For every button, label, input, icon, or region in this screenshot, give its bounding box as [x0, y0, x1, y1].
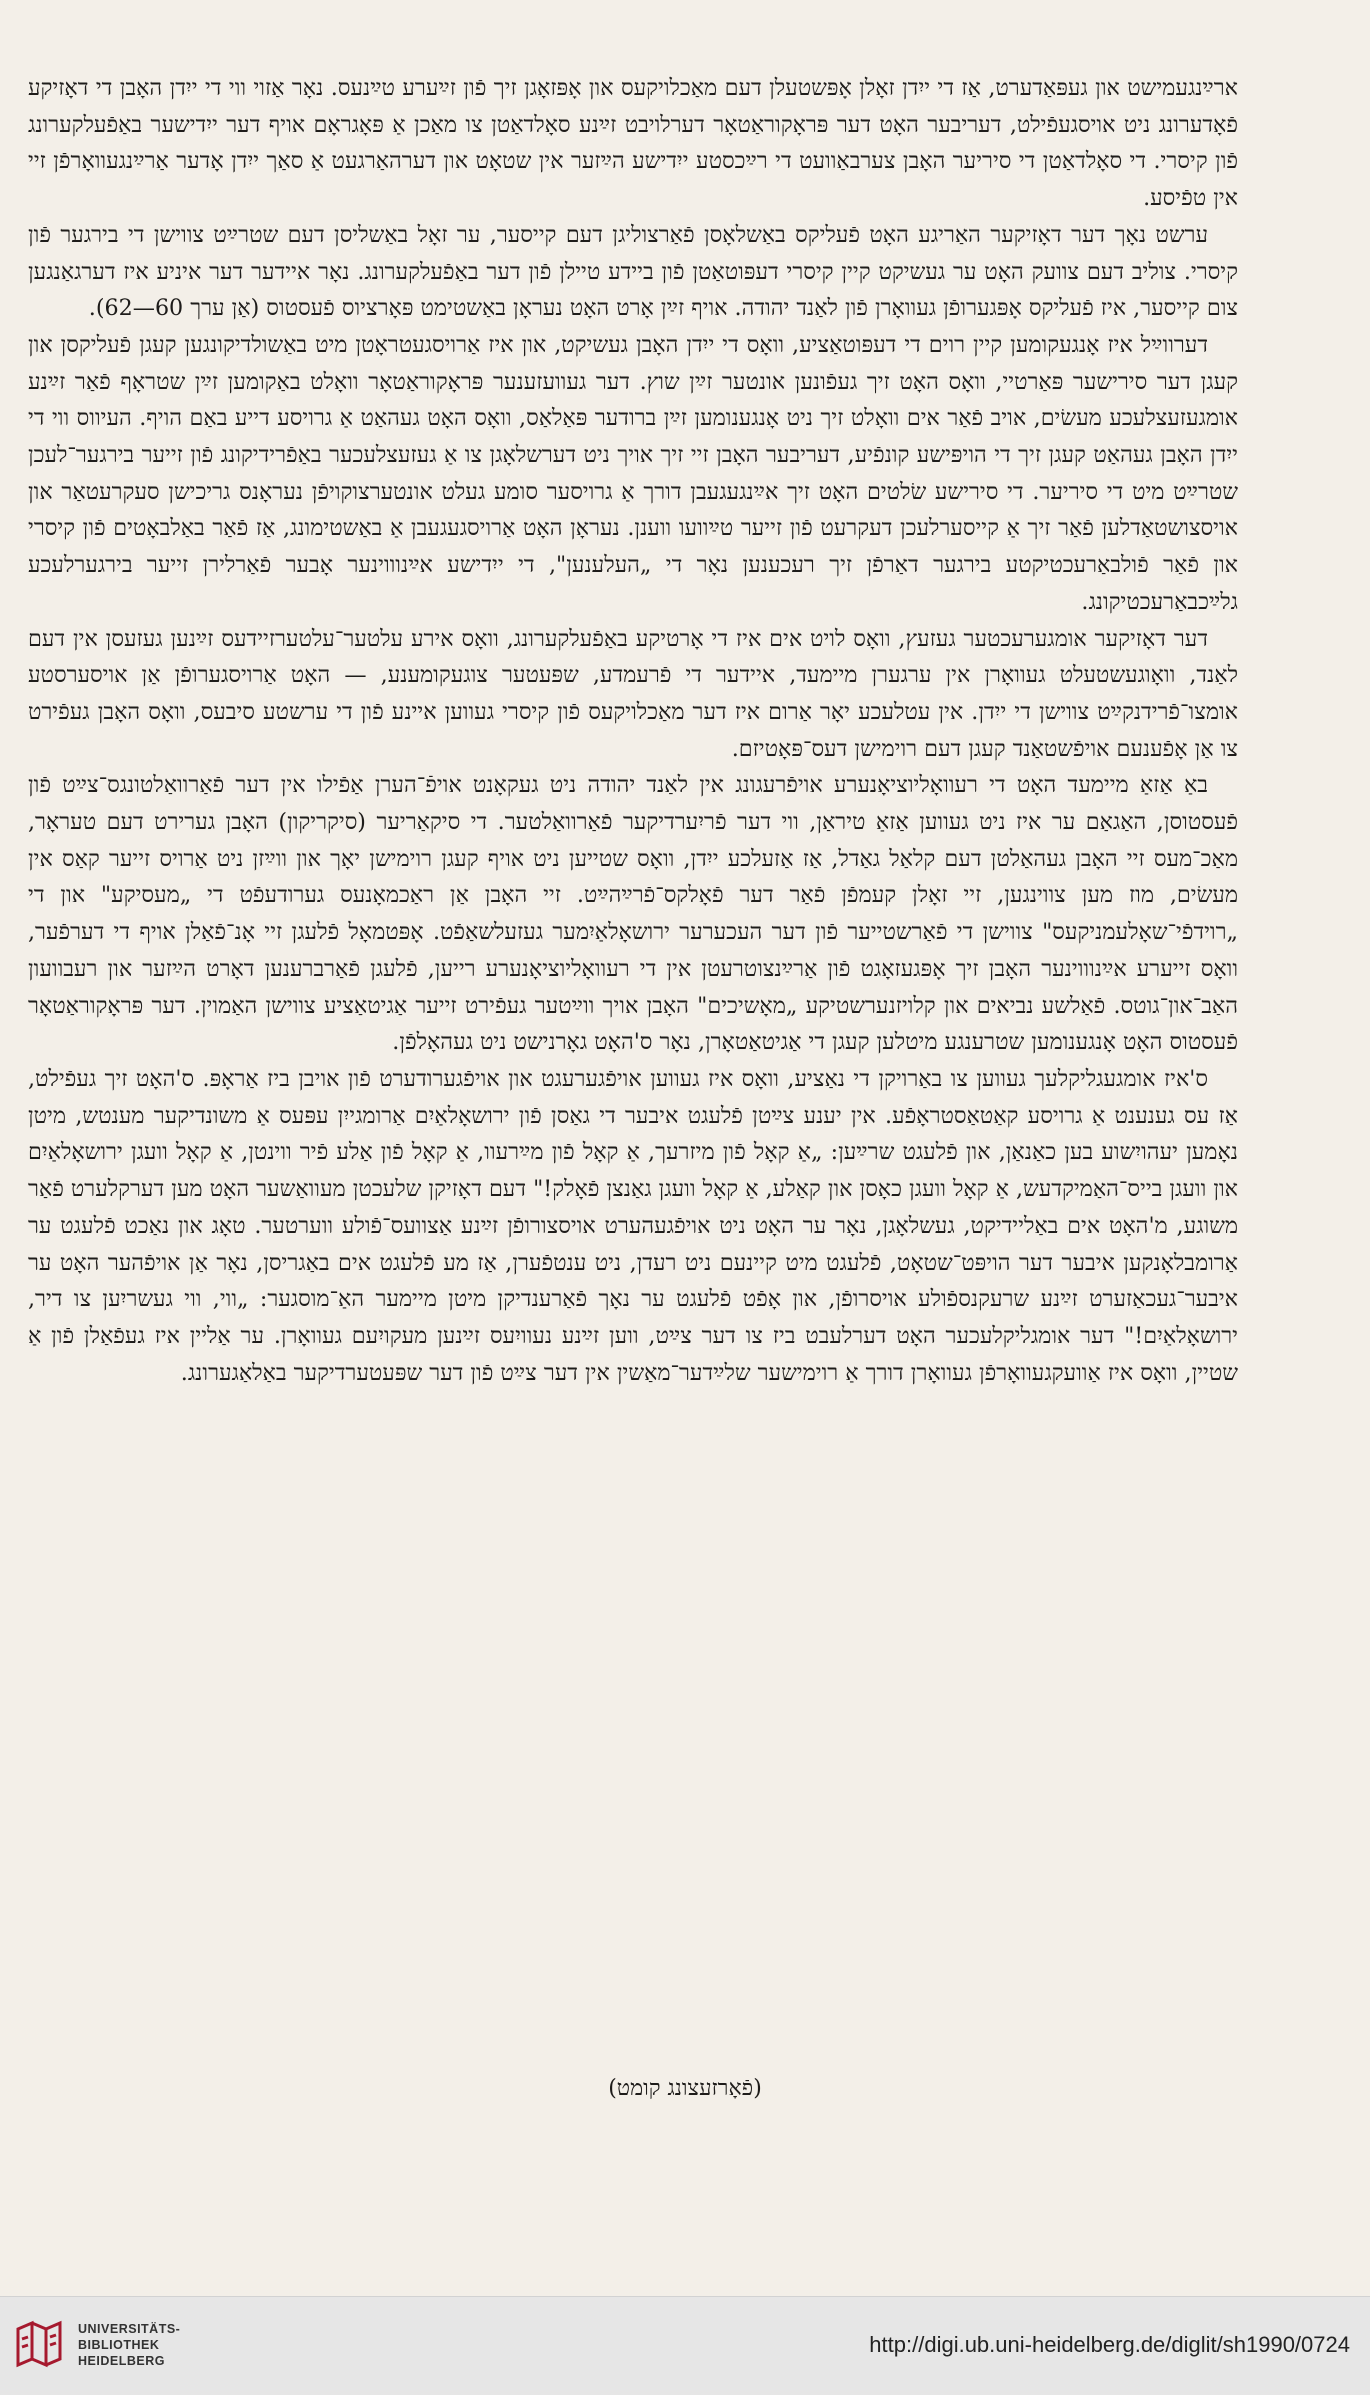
paragraph: דער דאָזיקער אומגערעכטער געזעץ, וואָס לויט אים איז די אָרטיקע באַפֿעלקערונג, וואָס אירע עלטער־עלטערזיידעס זײַנען געזעסן אין דעם לאַנד, וואָוגעשטעלט געוואָרן אין ערגערן מיימעד, איידער די פֿרעמדע, שפּעטער צוגעקומענע, — האָט אַרויסגערופֿן אַן אויסערסטע אומצו־פֿרידנקײַט צווישן די ייִדן. אין עטלעכע יאָר אַרום איז דער מאַכלויקעס פֿון קיסרי געווען איינע פֿון די ערשטע סיבעס, וואָס האָבן געפֿירט צו אַן אָפֿענעם אויפֿשטאַנד קעגן דעם רוימישן דעס־פּאָטיזם.	[28, 625, 1238, 762]
paragraph: ס'איז אומגעגליקלעך געווען צו באַרויקן די נאַציע, וואָס איז געווען אויפֿגערעגט און אויפֿגערודערט פֿון אויבן ביז אַראָפּ. ס'האָט זיך געפֿילט, אַז עס גענענט אַ גרויסע קאַטאַסטראָפֿע. אין יענע צײַטן פֿלעגט איבער די גאַסן פֿון ירושאָלאַיִם אַרומגייִן עפּעס אַ משונדיקער מענטש, מיטן נאָמען יעהויִשוע בען כאַנאַן, און פֿלעגט שרײַען: „אַ קאָל פֿון מיזרעך, אַ קאָל פֿון מײַרעוו, אַ קאָל פֿון אַלע פֿיר ווינטן, אַ קאָל וועגן ירושאָלאַיִם און וועגן בייס־האַמיקדעש, אַ קאָל וועגן כאָסן און קאַלע, אַ קאָל וועגן גאַנצן פֿאָלק!" דעם דאָזיקן שלעכטן מעוואַשער האָט מען דערקלערט פֿאַר משוגע, מ'האָט אים באַליידיקט, געשלאָגן, נאָר ער האָט ניט אויפֿגעהערט אויסצורופֿן זײַנע אַצוועס־פֿולע ווערטער. טאָג און נאַכט פֿלעגט ער אַרומבלאָנקען איבער דער הויפּט־שטאָט, פֿלעגט מיט קיינעם ניט רעדן, ניט ענטפֿערן, אַז מע פֿלעגט אים באַגריסן, נאָר אַן אויפֿהער האָט ער איבער־געכאַזערט זײַנע שרעקנספֿולע אויסרופֿן, און אָפֿט פֿלעגט ער נאָך פֿאַרענדיקן מיטן מיימער האַ־מוסגער: „ווי, ווי געשריִען צו דיר, ירושאָלאַיִם!" דער אומגליקלעכער האָט דערלעבט ביז צו דער צײַט, ווען זײַנע נעוויִעס זײַנען מעקויִעם געוואָרן. ער אַליין איז געפֿאַלן פֿון אַ שטיין, וואָס איז אַוועקגעוואָרפֿן געוואָרן דורך אַ רוימישער שלײַדער־מאַשין אין דער צײַט פֿון דער שפּעטערדיקער באַלאַגערונג.	[28, 1065, 1238, 1386]
permalink-url[interactable]: http://digi.ub.uni-heidelberg.de/diglit/sh1990/0724	[869, 2332, 1350, 2357]
paragraph: ארײַנגעמישט און געפּאַדערט, אַז די ייִדן זאָלן אָפּשטעלן דעם מאַכלויקעס און אָפּזאָגן זיך פֿון זײַערע טײַנעס. נאָר אַזוי ווי די ייִדן האָבן די דאָזיקע פֿאָדערונג ניט אויסגעפֿילט, דעריבער האָט דער פּראָקוראַטאָר דערלויבט זײַנע סאָלדאַטן צו מאַכן אַ פּאָגראָם אויף דער ייִדישער באַפֿעלקערונג פֿון קיסרי. די סאָלדאַטן די סיריער האָבן צערבאַוועט די רײַכסטע ייִדישע הײַזער אין שטאָט און דערהאַרגעט אַ סאַך ייִדן אָדער אַרײַנגעוואָרפֿן זיי אין טפֿיסע.	[28, 75, 1238, 212]
continued-note: (פֿאָרזעצונג קומט)	[608, 2076, 762, 2101]
logo-line-1: UNIVERSITÄTS-	[78, 2322, 181, 2336]
library-logo-text	[78, 2321, 180, 2369]
library-logo-icon	[14, 2319, 68, 2373]
article-body	[28, 70, 1238, 1391]
logo-line-3: HEIDELBERG	[78, 2354, 165, 2368]
paragraph: ערשט נאָך דער דאָזיקער האַריגע האָט פֿעליקס באַשלאָסן פֿאַרצוליגן דעם קייסער, ער זאָל באַשליסן דעם שטרײַט צווישן די בירגער פֿון קיסרי. צוליב דעם צוועק האָט ער געשיקט קיין קיסרי דעפּוטאַטן פֿון ביידע טיילן פֿון דער באַפֿעלקערונג. נאָר איידער דער איניע איז דערגאַנגען צום קייסער, איז פֿעליקס אָפּגערופֿן געוואָרן פֿון לאַנד יהודה. אויף זײַן אָרט האָט נעראָן באַשטימט פּאָרציוס פֿעסטוס (אַן ערך 60—62).	[28, 221, 1238, 322]
footer-bar	[0, 2296, 1370, 2395]
paragraph: דערווײַל איז אָנגעקומען קיין רוים די דעפּוטאַציע, וואָס די ייִדן האָבן געשיקט, און איז אַרויסגעטראָטן מיט באַשולדיקונגען קעגן פֿעליקסן און קעגן דער סירישער פּאַרטיי, וואָס האָט זיך געפֿונען אונטער זײַן שוץ. דער געוועזענער פּראָקוראַטאָר וואָלט באַקומען זײַן שטראָף פֿאַר זײַנע אומגעזעצלעכע מעשׂים, אויב פֿאַר אים וואָלט זיך ניט אָנגענומען זײַן ברודער פּאַלאַס, וואָס האָט געהאַט אַ גרויסע דייע באַם הויף. העיווס ווי די ייִדן האָבן געהאַט קעגן זיך די הויפּישע קונפֿיע, דעריבער האָבן זיי זיך אויך ניט דערשלאָגן צו אַ געזעצלעכער באַפֿרידיקונג פֿון זייער בירגער־לעכן שטרײַט מיט די סיריער. די סירישע שׂלטים האָט זיך אײַנגעגעבן דורך אַ גרויסער סומע געלט אונטערצוקויפֿן נעראָנס גריכישן סעקרעטאַר און אויסצושטאַדלען פֿאַר זיך אַ קייסערלעכן דעקרעט פֿון זייער טײַוועו ווענן. נעראָן האָט אַרויסגעגעבן אַ באַשטימונג, אַז פֿאַר באַלבאָטים פֿון קיסרי און פֿאַר פֿולבאַרעכטיקטע בירגער דאַרפֿן זיך רעכענען נאָר די „העלענען", די ייִדישע אײַנוווינער אָבער פֿאַרלירן זייער בירגערלעכע גלײַכבאַרעכטיקונג.	[28, 331, 1238, 615]
logo-line-2: BIBLIOTHEK	[78, 2338, 160, 2352]
paragraph: באַ אַזאַ מיימעד האָט די רעוואָליוציאָנערע אויפֿרעגונג אין לאַנד יהודה ניט געקאָנט אויפֿ־הערן אַפֿילו אין דער פֿאַרוואַלטונגס־צײַט פֿון פֿעסטוסן, האַגאַם ער איז ניט געווען אַזאַ טיראַן, ווי דער פֿריִערדיקער פֿאַרוואַלטער. די סיקאַריער (סיקריקון) האָבן גערירט דעם טעראָר, מאַכ־מעס זיי האָבן געהאַלטן דעם קלאַל גאַדל, אַז אַזעלכע ייִדן, וואָס שטייען ניט אויף קעגן רוימישן יאָך און ווײַזן ניט אַרויס זייער קאַס אין מעשׂים, מוז מען צווינגען, זיי זאָלן קעמפֿן פֿאַר דער פֿאָלקס־פֿרײַהײַט. זיי האָבן אַן ראַכמאָנעס גערודעפֿט די „מעסיקע" און די „רוידפֿי־שאָלעמניקעס" צווישן די פֿאַרשטייער פֿון דער העכערער ירושאָלאַיִמער געזעלשאַפֿט. אָפּטמאָל פֿלעגן זיי אָנ־פֿאַלן אויף די דערפֿער, וואָס זייערע אײַנוווינער האָבן זיך אָפּגעזאָגט פֿון אַרײַנצוטרעטן אין די רעוואָליוציאָנערע רייען, פֿלעגן פֿאַרברענען דאָרט הײַזער און רעבוועון האַב־און־גוטס. פֿאַלשע נביאים און קלויזנערשטיקע „מאָשיכים" האָבן אויך ווײַטער געפֿירט זייער אַגיטאַציע צווישן האַמוין. דער פּראָקוראַטאָר פֿעסטוס האָט אָנגענומען שטרענגע מיטלען קעגן די אַגיטאַטאָרן, נאָר ס'האָט גאָרנישט ניט געהאָלפֿן.	[28, 772, 1238, 1056]
